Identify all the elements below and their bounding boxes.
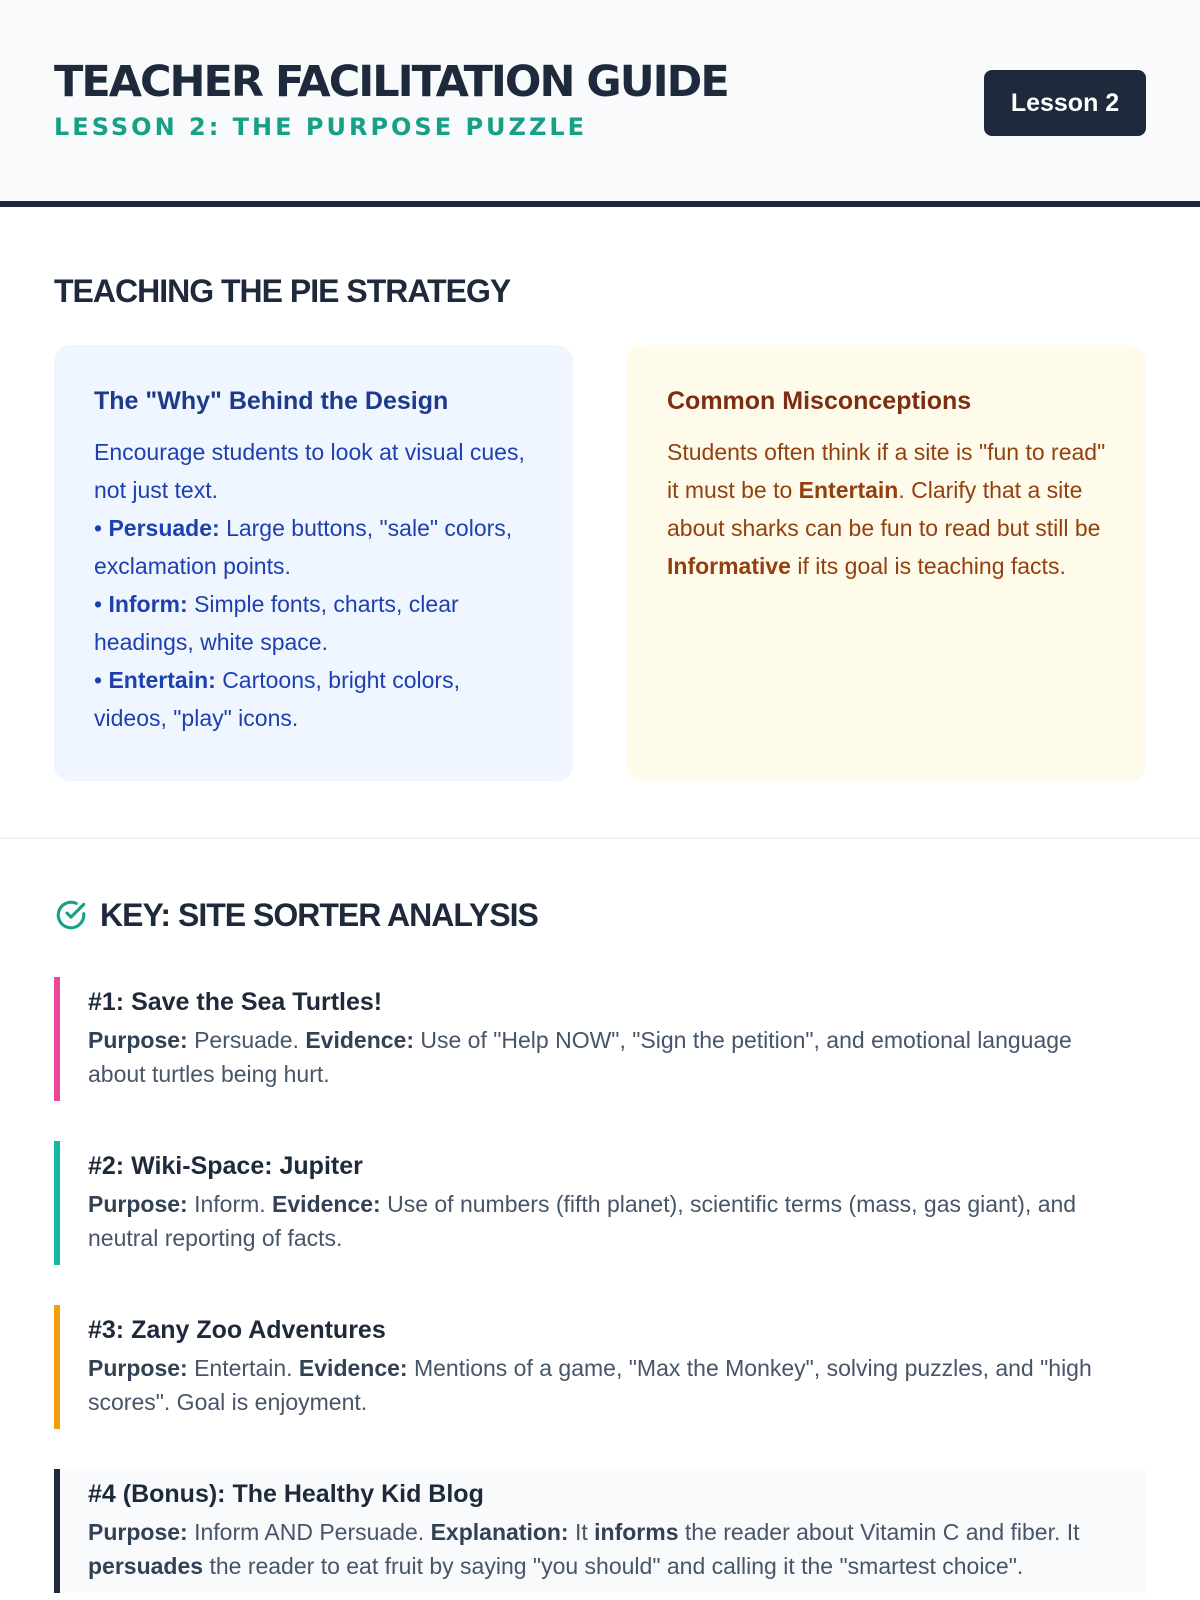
why-card-intro: Encourage students to look at visual cues, not just text. — [94, 439, 525, 503]
explanation-text: the reader about Vitamin C and fiber. It — [678, 1519, 1080, 1545]
evidence-label: Evidence: — [305, 1027, 414, 1053]
lesson-subtitle: LESSON 2: THE PURPOSE PUZZLE — [54, 113, 588, 141]
explanation-bold-persuades: persuades — [88, 1553, 204, 1579]
entry-title: #1: Save the Sea Turtles! — [88, 988, 383, 1016]
evidence-value: Use of "Help NOW", "Sign the petition", and emotional language about turtles being hurt. — [88, 1027, 1072, 1087]
why-item-text: Simple fonts, charts, clear headings, white space. — [94, 591, 459, 655]
check-circle-icon — [54, 898, 88, 932]
explanation-label: Explanation: — [430, 1519, 569, 1545]
page-header — [0, 0, 1200, 207]
why-item-text: Cartoons, bright colors, videos, "play" icons. — [94, 667, 460, 731]
why-card-heading: The "Why" Behind the Design — [94, 387, 449, 415]
why-item-label: Entertain: — [108, 667, 216, 693]
purpose-label: Purpose: — [88, 1519, 188, 1545]
misconceptions-text-part: if its goal is teaching facts. — [790, 553, 1066, 579]
explanation-text: the reader to eat fruit by saying "you should" and calling it the "smartest choice". — [203, 1553, 1024, 1579]
misconceptions-heading: Common Misconceptions — [667, 387, 972, 415]
document-title: TEACHER FACILITATION GUIDE — [54, 57, 728, 107]
purpose-value: Inform AND Persuade. — [187, 1519, 431, 1545]
purpose-value: Inform. — [187, 1191, 273, 1217]
site-sorter-key-section — [0, 839, 1200, 1593]
evidence-label: Evidence: — [272, 1191, 381, 1217]
entry-body — [88, 1351, 1126, 1419]
why-item-persuade: • Persuade: Large buttons, "sale" colors, exclamation points. — [94, 515, 513, 579]
why-item-inform: • Inform: Simple fonts, charts, clear headings, white space. — [94, 591, 459, 655]
answer-key-entry — [54, 977, 1146, 1101]
misconceptions-text — [667, 433, 1106, 585]
why-card-text — [94, 433, 533, 737]
why-design-card — [54, 345, 573, 781]
pie-section-title: TEACHING THE PIE STRATEGY — [54, 273, 511, 309]
explanation-text: It — [568, 1519, 595, 1545]
entry-body — [88, 1023, 1126, 1091]
why-item-label: Inform: — [108, 591, 188, 617]
purpose-label: Purpose: — [88, 1191, 188, 1217]
entry-body — [88, 1187, 1126, 1255]
misconceptions-bold-entertain: Entertain — [798, 477, 899, 503]
entry-title: #2: Wiki-Space: Jupiter — [88, 1152, 363, 1180]
explanation-bold-informs: informs — [594, 1519, 679, 1545]
entry-title: #3: Zany Zoo Adventures — [88, 1316, 386, 1344]
lesson-badge: Lesson 2 — [984, 70, 1146, 136]
key-title-row — [54, 895, 1146, 935]
purpose-label: Purpose: — [88, 1355, 188, 1381]
entry-title: #4 (Bonus): The Healthy Kid Blog — [88, 1480, 484, 1508]
bonus-answer-key-entry — [54, 1469, 1146, 1593]
why-item-text: Large buttons, "sale" colors, exclamation points. — [94, 515, 513, 579]
pie-strategy-section — [0, 207, 1200, 839]
purpose-value: Persuade. — [187, 1027, 306, 1053]
misconceptions-card — [627, 345, 1146, 781]
purpose-value: Entertain. — [187, 1355, 299, 1381]
misconceptions-text-part: Students often think if a site is "fun to read" it must be to — [667, 439, 1106, 503]
pie-cards — [54, 345, 1146, 781]
why-item-entertain: • Entertain: Cartoons, bright colors, videos, "play" icons. — [94, 667, 460, 731]
evidence-value: Mentions of a game, "Max the Monkey", solving puzzles, and "high scores". Goal is enjoyment. — [88, 1355, 1092, 1415]
evidence-value: Use of numbers (fifth planet), scientific terms (mass, gas giant), and neutral reporting of facts. — [88, 1191, 1077, 1251]
key-section-title: KEY: SITE SORTER ANALYSIS — [100, 897, 538, 933]
entry-body — [88, 1515, 1126, 1583]
why-item-label: Persuade: — [108, 515, 220, 541]
answer-key-list — [54, 977, 1146, 1593]
misconceptions-text-part: . Clarify that a site about sharks can be fun to read but still be — [667, 477, 1101, 541]
misconceptions-bold-informative: Informative — [667, 553, 791, 579]
answer-key-entry — [54, 1141, 1146, 1265]
purpose-label: Purpose: — [88, 1027, 188, 1053]
answer-key-entry — [54, 1305, 1146, 1429]
evidence-label: Evidence: — [298, 1355, 408, 1381]
